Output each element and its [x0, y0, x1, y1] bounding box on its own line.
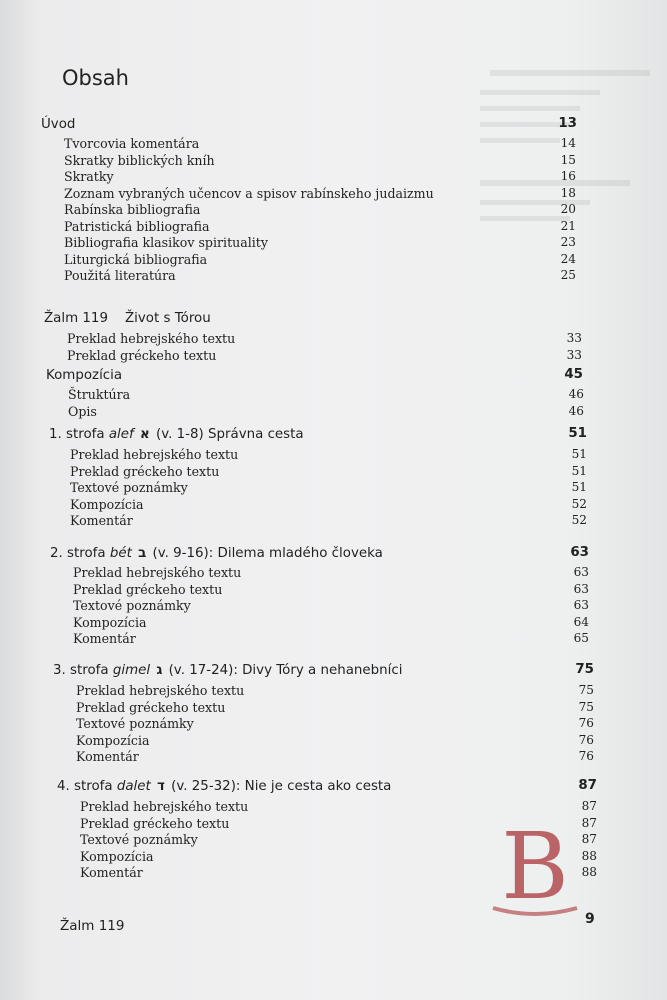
toc-entry-page: 23 — [560, 235, 576, 249]
section-heading: 1. strofa alef א (v. 1-8) Správna cesta — [49, 427, 304, 442]
toc-entry: Textové poznámky — [73, 598, 191, 613]
toc-entry-page: 16 — [560, 169, 576, 183]
toc-entry-page: 76 — [578, 749, 594, 763]
toc-entry: Preklad hebrejského textu — [67, 331, 236, 346]
toc-section-strophe-3 — [0, 662, 667, 766]
section-heading: Úvod — [41, 117, 76, 132]
logo-letter: B — [501, 820, 569, 920]
page-number: 9 — [585, 911, 595, 927]
toc-entry: Rabínska bibliografia — [64, 202, 201, 217]
toc-entry-page: 63 — [573, 565, 589, 579]
toc-entry-page: 21 — [560, 218, 576, 233]
toc-entry: Preklad hebrejského textu — [70, 447, 239, 462]
section-page: 63 — [570, 545, 589, 560]
toc-entry-page: 88 — [581, 848, 597, 863]
toc-entry: Textové poznámky — [70, 480, 188, 495]
section-heading: 4. strofa dalet ד (v. 25-32): Nie je cesta ako cesta — [57, 779, 392, 794]
section-page: 75 — [575, 662, 594, 677]
toc-entry: Kompozícia — [73, 614, 147, 630]
toc-entry: Opis — [68, 403, 97, 419]
toc-entry-page: 65 — [573, 631, 589, 645]
toc-section-strophe-1 — [0, 426, 667, 530]
toc-entry: Komentár — [76, 749, 139, 764]
toc-entry: Preklad gréckeho textu — [73, 581, 223, 597]
toc-entry-page: 15 — [560, 152, 576, 167]
toc-entry: Preklad gréckeho textu — [80, 815, 230, 831]
toc-entry-page: 18 — [560, 185, 576, 200]
toc-entry: Štruktúra — [68, 387, 131, 402]
toc-entry-page: 14 — [560, 136, 576, 150]
toc-entry-page: 51 — [571, 463, 587, 478]
toc-entry: Preklad gréckeho textu — [76, 699, 226, 715]
toc-entry-page: 46 — [568, 387, 584, 401]
toc-entry-page: 64 — [573, 614, 589, 629]
section-heading: 3. strofa gimel ג (v. 17-24): Divy Tóry a nehanebníci — [53, 663, 403, 678]
toc-entry-page: 20 — [560, 202, 576, 216]
hebrew-letter: ג — [156, 663, 163, 678]
toc-entry: Liturgická bibliografia — [64, 251, 208, 267]
toc-entry: Použitá literatúra — [64, 268, 176, 283]
toc-entry-page: 87 — [581, 832, 597, 846]
toc-entry: Kompozícia — [76, 732, 150, 748]
toc-entry: Kompozícia — [70, 496, 144, 512]
toc-entry: Preklad gréckeho textu — [67, 347, 217, 363]
toc-entry-page: 75 — [578, 683, 594, 697]
toc-section-strophe-2 — [0, 545, 667, 648]
section-heading: Kompozícia — [46, 368, 123, 383]
toc-entry-page: 75 — [578, 699, 594, 714]
hebrew-letter: א — [140, 427, 150, 442]
toc-entry: Skratky biblických kníh — [64, 152, 215, 168]
toc-entry-page: 51 — [571, 480, 587, 494]
toc-entry-page: 76 — [578, 716, 594, 730]
toc-entry: Patristická bibliografia — [64, 218, 210, 234]
toc-entry: Zoznam vybraných učencov a spisov rabínskeho judaizmu — [64, 185, 434, 201]
toc-entry-page: 87 — [581, 815, 597, 830]
toc-entry-page: 87 — [581, 799, 597, 813]
toc-entry: Skratky — [64, 169, 114, 184]
hebrew-letter: ב — [138, 546, 147, 561]
toc-entry-page: 76 — [578, 732, 594, 747]
toc-section-psalm — [0, 313, 667, 364]
section-page: 51 — [568, 426, 587, 441]
section-page: 87 — [578, 778, 597, 793]
toc-items — [0, 136, 667, 285]
section-page: 13 — [558, 116, 577, 131]
section-heading: Žalm 119 Život s Tórou — [44, 311, 211, 326]
publisher-logo — [485, 820, 585, 920]
toc-entry-page: 52 — [571, 513, 587, 527]
toc-entry: Preklad hebrejského textu — [76, 683, 245, 698]
toc-entry-page: 51 — [571, 447, 587, 461]
toc-section-composition — [0, 367, 667, 420]
toc-section-intro — [0, 116, 667, 285]
toc-entry-page: 63 — [573, 598, 589, 612]
hebrew-letter: ד — [157, 779, 165, 794]
toc-entry: Preklad gréckeho textu — [70, 463, 220, 479]
section-heading: 2. strofa bét ב (v. 9-16): Dilema mladého človeka — [50, 546, 383, 561]
toc-entry-page: 33 — [566, 347, 582, 362]
toc-entry: Tvorcovia komentára — [64, 136, 200, 151]
toc-entry-page: 46 — [568, 403, 584, 418]
toc-entry: Kompozícia — [80, 848, 154, 864]
toc-entry: Bibliografia klasikov spirituality — [64, 235, 268, 250]
toc-entry: Komentár — [70, 513, 133, 528]
section-page: 45 — [564, 367, 583, 382]
toc-entry-page: 63 — [573, 581, 589, 596]
toc-entry: Preklad hebrejského textu — [80, 799, 249, 814]
toc-entry-page: 25 — [560, 268, 576, 282]
toc-entry: Textové poznámky — [80, 832, 198, 847]
toc-entry: Preklad hebrejského textu — [73, 565, 242, 580]
running-title: Žalm 119 — [60, 918, 125, 934]
toc-entry: Komentár — [80, 865, 143, 880]
toc-entry-page: 24 — [560, 251, 576, 266]
toc-entry: Komentár — [73, 631, 136, 646]
toc-entry-page: 52 — [571, 496, 587, 511]
toc-entry-page: 88 — [581, 865, 597, 879]
page-title: Obsah — [62, 66, 129, 90]
toc-entry-page: 33 — [566, 331, 582, 345]
toc-entry: Textové poznámky — [76, 716, 194, 731]
